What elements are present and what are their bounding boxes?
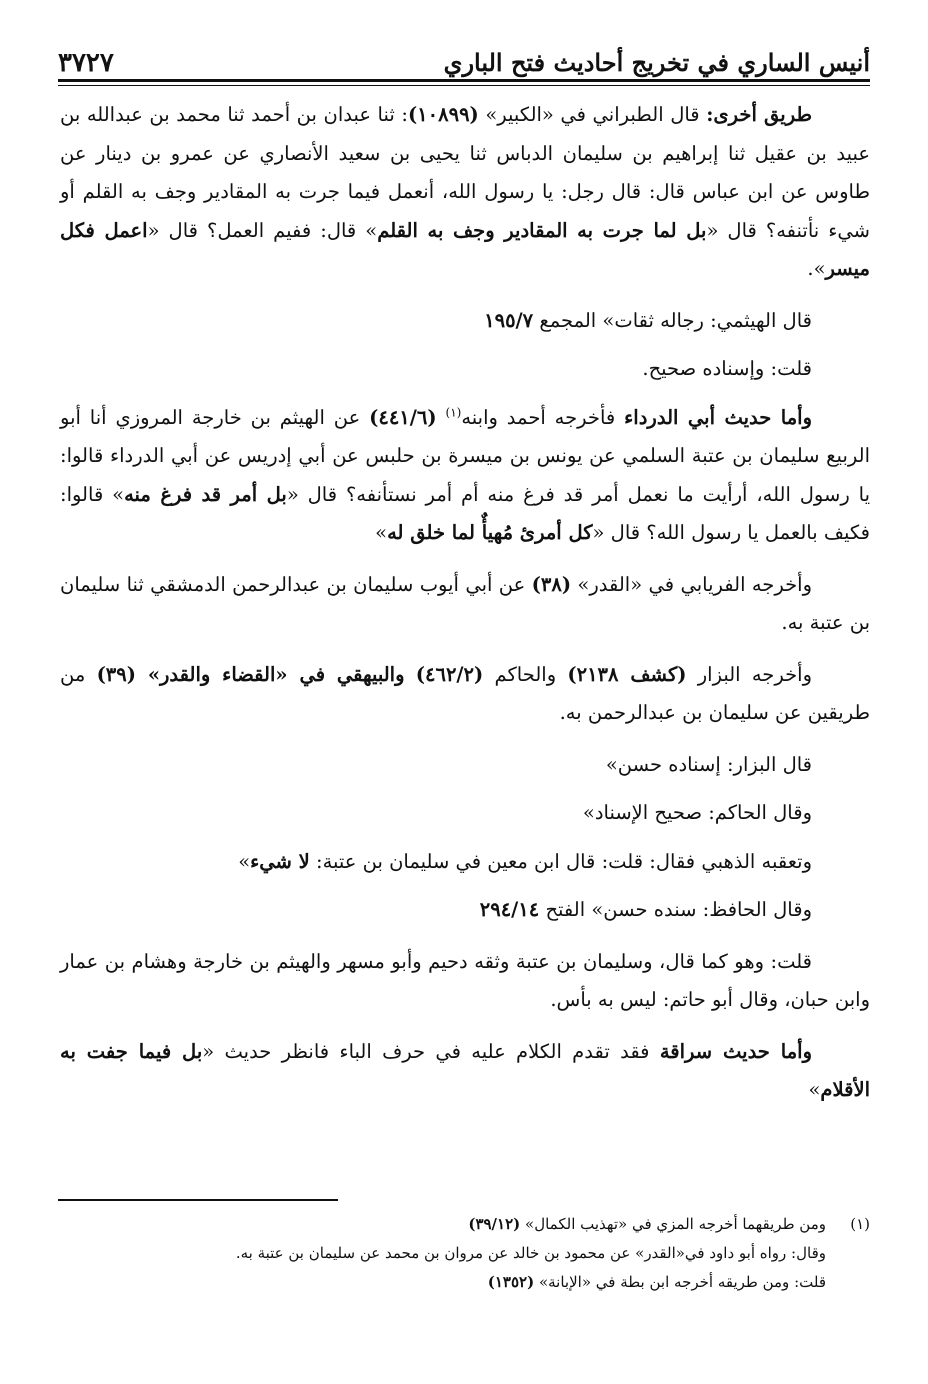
paragraph-tabarani-route: طريق أخرى: قال الطبراني في «الكبير» (١٠٨٩٩): ثنا عبدان بن أحمد ثنا محمد بن عبدالله بن عبيد بن عقيل ثنا إبراهيم بن سليمان الدباس ثنا يحيى بن سعيد الأنصاري عن عمرو بن دينار عن طاوس عن ابن عباس قال: قال رجل: يا رسول الله، أنعمل فيما جرت به المقادير وجف به القلم أو شيء نأتنفه؟ قال «بل لما جرت به المقادير وجف به القلم» قال: ففيم العمل؟ قال «اعمل فكل ميسر». xyxy=(60,103,871,280)
paragraph-dhahabi: وتعقبه الذهبي فقال: قلت: قال ابن معين في سليمان بن عتبة: لا شيء» xyxy=(238,849,812,873)
footnotes xyxy=(58,1210,870,1297)
paragraph-hakim-verdict: وقال الحاكم: صحيح الإسناد» xyxy=(582,801,812,824)
paragraph-hafiz: وقال الحافظ: سنده حسن» الفتح ٢٩٤/١٤ xyxy=(479,898,812,921)
paragraph-bazzar: وأخرجه البزار (كشف ٢١٣٨) والحاكم (٤٦٢/٢) والبيهقي في «القضاء والقدر» (٣٩) من طريقين عن سليمان بن عبدالرحمن به. xyxy=(60,662,870,724)
running-title: أنيس الساري في تخريج أحاديث فتح الباري xyxy=(443,48,870,77)
paragraph-bazzar-verdict: قال البزار: إسناده حسن» xyxy=(605,752,812,776)
page-body xyxy=(60,96,870,1123)
page-header xyxy=(58,30,870,78)
paragraph-abu-darda: وأما حديث أبي الدرداء فأخرجه أحمد وابنه$^{(١)}$ (٤٤١/٦) عن الهيثم بن خارجة المروزي أنا أبو الربيع سليمان بن عتبة السلمي عن يونس بن ميسرة بن حلبس عن أبي إدريس عن أبي الدرداء قالوا: يا رسول الله، أرأيت ما نعمل أمر قد فرغ منه أم أمر نستأنفه؟ قال «بل أمر قد فرغ منه» قالوا: فكيف بالعمل يا رسول الله؟ قال «كل أمرئ مُهيأٌ لما خلق له» xyxy=(60,405,870,544)
paragraph-suraqa: وأما حديث سراقة فقد تقدم الكلام عليه في حرف الباء فانظر حديث «بل فيما جفت به الأقلام» xyxy=(60,1039,870,1101)
footnote-1-note: قلت: ومن طريقه أخرجه ابن بطة في «الإبانة» (١٣٥٢) xyxy=(487,1273,826,1291)
header-rule xyxy=(58,79,870,82)
footnote-number: (١) xyxy=(850,1215,870,1233)
footnote-1: (١)ومن طريقهما أخرجه المزي في «تهذيب الكمال» (٣٩/١٢) xyxy=(58,1210,870,1239)
page-number: ٣٧٢٧ xyxy=(58,48,114,78)
footnote-1-continuation: وقال: رواه أبو داود في«القدر» عن محمود بن خالد عن مروان بن محمد عن سليمان بن عتبة به. xyxy=(235,1244,826,1262)
footnote-separator xyxy=(58,1199,338,1201)
header-rule-thin xyxy=(58,85,870,86)
paragraph-haythami: قال الهيثمي: رجاله ثقات» المجمع ١٩٥/٧ xyxy=(484,308,812,332)
paragraph-author-note: قلت: وإسناده صحيح. xyxy=(642,357,812,380)
paragraph-faryabi: وأخرجه الفريابي في «القدر» (٣٨) عن أبي أيوب سليمان بن عبدالرحمن الدمشقي ثنا سليمان بن عتبة به. xyxy=(60,572,870,634)
footnote-reference[interactable]: (١) xyxy=(445,405,462,419)
paragraph-grading: قلت: وهو كما قال، وسليمان بن عتبة وثقه دحيم وأبو مسهر والهيثم بن خارجة وهشام بن عمار وابن حبان، وقال أبو حاتم: ليس به بأس. xyxy=(60,949,870,1011)
